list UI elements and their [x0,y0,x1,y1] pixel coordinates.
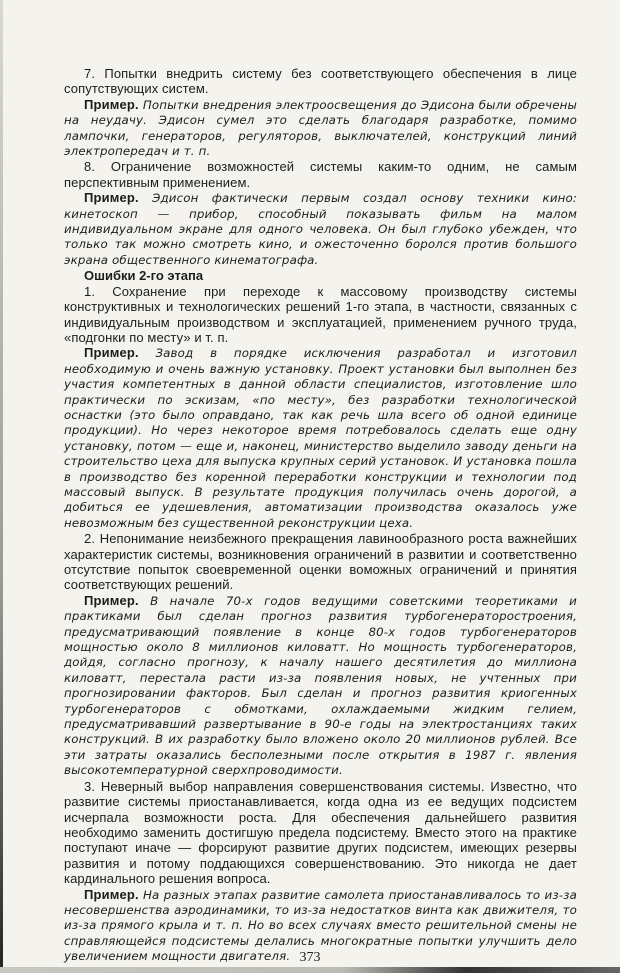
example-paragraph [64,97,577,160]
example-text: В начале 70-х годов ведущими советскими теоретиками и практиками был сделан прогноз развития турбогенераторостроения, предусматривающий появление в конце 80-х годов турбогенераторов мощностью около 8 миллионов киловатт. Но мощность турбогенераторов, дойдя, согласно прогнозу, к началу нашего десятилетия до миллиона киловатт, перестала расти из-за появления новых, не учтенных при прогнозировании факторов. Был сделан и прогноз развития криогенных турбогенераторов с обмотками, охлаждаемыми жидким гелием, предусматривавший развертывание в 90-е годы на электростанциях таких конструкций. В их разработку было вложено около 20 миллионов рублей. Все эти затраты оказались бесполезными после открытия в 1987 г. явления высокотемпературной сверхпроводимости. [64,593,578,778]
page-body [64,66,577,965]
list-item-7: 7. Попытки внедрить систему без соответствующего обеспечения в лице сопутствующих систем. [64,66,577,97]
list-item-2: 2. Непонимание неизбежного прекращения лавинообразного роста важнейших характеристик системы, возникновения ограничений в развитии и соответственно отсутствие попыток своевременной оценки воможных ограничений и принятия соответствующих решений. [64,531,577,593]
example-paragraph [64,190,577,268]
example-lead: Пример. [84,886,139,902]
example-text: Эдисон фактически первым создал основу техники кино: кинетоскоп — прибор, способный показывать фильм на малом индивидуальном экране для одного человека. Он был глубоко убежден, что только так можно смотреть кино, и ожесточенно боролся против большого экрана общественного кинематографа. [64,191,577,267]
example-text: На разных этапах развитие самолета приостанавливалось то из-за несовершенства аэродинамики, то из-за недостатков винта как движителя, то из-за прямого крыла и т. п. Но во всех случаях вместо решительной смены не справляющейся подсистемы делались многократные попытки улучшить дело увеличением мощности двигателя. [64,887,577,964]
example-lead: Пример. [84,592,139,608]
example-lead: Пример. [84,345,139,361]
example-text: Завод в порядке исключения разработал и изготовил необходимую и очень важную установку. Проект установки был выполнен без участия компетентных в данной области специалистов, изготовление шло практически по эскизам, «по месту», без разработки технологической оснастки (это было оправдано, так как речь шла всего об одной единице продукции). Но через некоторое время потребовалось сделать еще одну установку, потом — еще и, наконец, министерство выделило заводу деньги на строительство цеха для выпуска крупных серий установок. И установка пошла в производство без коренной переработки конструкции и технологии под массовый выпуск. В результате продукция получилась очень дорогой, а добиться ее удешевления, автоматизации производства оказалось уже невозможным без существенной реконструкции цеха. [64,346,577,530]
section-heading: Ошибки 2-го этапа [84,268,204,284]
list-item-1: 1. Сохранение при переходе к массовому производству системы конструктивных и технологических решений 1-го этапа, в частности, связанных с индивидуальным производством и эксплуатацией, применением ручного труда, «подгонки по месту» и т. п. [64,283,577,345]
list-item-8: 8. Ограничение возможностей системы каким-то одним, не самым перспективным применением. [64,159,577,190]
example-lead: Пример. [84,96,139,112]
example-lead: Пример. [84,190,139,206]
scan-left-edge [0,0,3,973]
example-paragraph [64,593,577,779]
example-text: Попытки внедрения электроосвещения до Эдисона были обречены на неудачу. Эдисон сумел это сделать благодаря разработке, помимо лампочки, генераторов, регуляторов, выключателей, конструкций линий электропередач и т. п. [64,97,577,159]
example-paragraph [64,345,577,531]
list-item-3: 3. Неверный выбор направления совершенствования системы. Известно, что развитие системы приостанавливается, когда одна из ее ведущих подсистем исчерпала возможности роста. Для обеспечения дальнейшего развития необходимо заменить достигшую предела подсистему. Вместо этого на практике поступают иначе — форсируют развитие других подсистем, имеющих резервы развития и потому поддающихся совершенствованию. Это никогда не дает кардинального решения вопроса. [64,778,577,887]
scan-bottom-edge [0,967,620,973]
page-number: 373 [299,950,321,965]
